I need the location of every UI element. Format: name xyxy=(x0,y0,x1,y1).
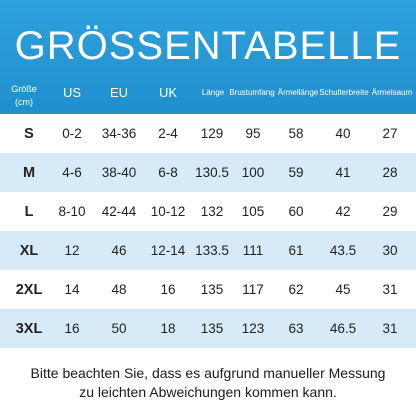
laenge-cell: 135 xyxy=(200,321,224,336)
table-row xyxy=(0,231,416,270)
aermelsaum-cell: 31 xyxy=(382,321,398,336)
header-uk: UK xyxy=(158,84,178,100)
us-cell: 14 xyxy=(64,282,80,297)
uk-cell: 10-12 xyxy=(150,204,186,219)
uk-cell: 16 xyxy=(160,282,176,297)
uk-cell: 6-8 xyxy=(158,165,178,180)
measurement-note xyxy=(0,364,416,402)
header-eu: EU xyxy=(109,84,129,100)
laenge-cell: 129 xyxy=(200,126,224,141)
table-row xyxy=(0,192,416,231)
laenge-cell: 133.5 xyxy=(195,243,229,258)
eu-cell: 50 xyxy=(111,321,127,336)
table-row xyxy=(0,270,416,309)
page-title: GRÖSSENTABELLE xyxy=(14,24,402,68)
size-cell: XL xyxy=(19,242,39,259)
table-row xyxy=(0,309,416,348)
eu-cell: 42-44 xyxy=(101,204,137,219)
aermelsaum-cell: 31 xyxy=(382,282,398,297)
brustumfang-cell: 117 xyxy=(242,282,264,297)
us-cell: 12 xyxy=(64,243,80,258)
aermelsaum-cell: 28 xyxy=(382,165,398,180)
eu-cell: 34-36 xyxy=(101,126,137,141)
schulterbreite-cell: 40 xyxy=(335,126,351,141)
schulterbreite-cell: 43.5 xyxy=(329,243,357,258)
size-cell: L xyxy=(24,203,34,220)
table-row xyxy=(0,153,416,192)
brustumfang-cell: 100 xyxy=(241,165,265,180)
eu-cell: 46 xyxy=(111,243,127,258)
size-cell: M xyxy=(22,164,36,181)
aermellaenge-cell: 63 xyxy=(288,321,304,336)
brustumfang-cell: 95 xyxy=(245,126,261,141)
header-aermellaenge: Ärmellänge xyxy=(277,87,319,97)
schulterbreite-cell: 41 xyxy=(335,165,351,180)
aermellaenge-cell: 58 xyxy=(288,126,304,141)
header-aermelsaum: Ärmelsaum xyxy=(371,87,413,97)
aermellaenge-cell: 61 xyxy=(288,243,304,258)
header-size-unit: (cm) xyxy=(14,97,33,107)
laenge-cell: 135 xyxy=(200,282,224,297)
header-us: US xyxy=(62,84,82,100)
table-row xyxy=(0,114,416,153)
header-laenge: Länge xyxy=(201,87,225,97)
note-line-2: zu leichten Abweichungen kommen kann. xyxy=(79,384,337,400)
aermelsaum-cell: 29 xyxy=(382,204,398,219)
laenge-cell: 132 xyxy=(200,204,224,219)
schulterbreite-cell: 45 xyxy=(335,282,351,297)
header-size xyxy=(4,72,44,120)
brustumfang-cell: 123 xyxy=(241,321,265,336)
header-size-label: Größe xyxy=(11,84,37,94)
uk-cell: 2-4 xyxy=(158,126,178,141)
uk-cell: 12-14 xyxy=(150,243,186,258)
laenge-cell: 130.5 xyxy=(195,165,229,180)
aermelsaum-cell: 30 xyxy=(382,243,398,258)
eu-cell: 48 xyxy=(111,282,127,297)
header-band xyxy=(0,0,416,118)
uk-cell: 18 xyxy=(160,321,176,336)
aermellaenge-cell: 59 xyxy=(288,165,304,180)
us-cell: 16 xyxy=(64,321,80,336)
size-cell: S xyxy=(24,125,34,142)
us-cell: 8-10 xyxy=(58,204,86,219)
note-line-1: Bitte beachten Sie, dass es aufgrund manueller Messung xyxy=(30,365,386,381)
aermellaenge-cell: 62 xyxy=(288,282,304,297)
us-cell: 4-6 xyxy=(62,165,82,180)
schulterbreite-cell: 46.5 xyxy=(329,321,357,336)
brustumfang-cell: 105 xyxy=(241,204,265,219)
aermellaenge-cell: 60 xyxy=(288,204,304,219)
us-cell: 0-2 xyxy=(62,126,82,141)
header-brustumfang: Brustumfang xyxy=(229,87,275,97)
size-cell: 2XL xyxy=(15,281,43,298)
aermelsaum-cell: 27 xyxy=(382,126,398,141)
eu-cell: 38-40 xyxy=(101,165,137,180)
brustumfang-cell: 111 xyxy=(242,243,264,258)
header-schulterbreite: Schulterbreite xyxy=(319,87,369,97)
schulterbreite-cell: 42 xyxy=(335,204,351,219)
size-cell: 3XL xyxy=(15,320,43,337)
